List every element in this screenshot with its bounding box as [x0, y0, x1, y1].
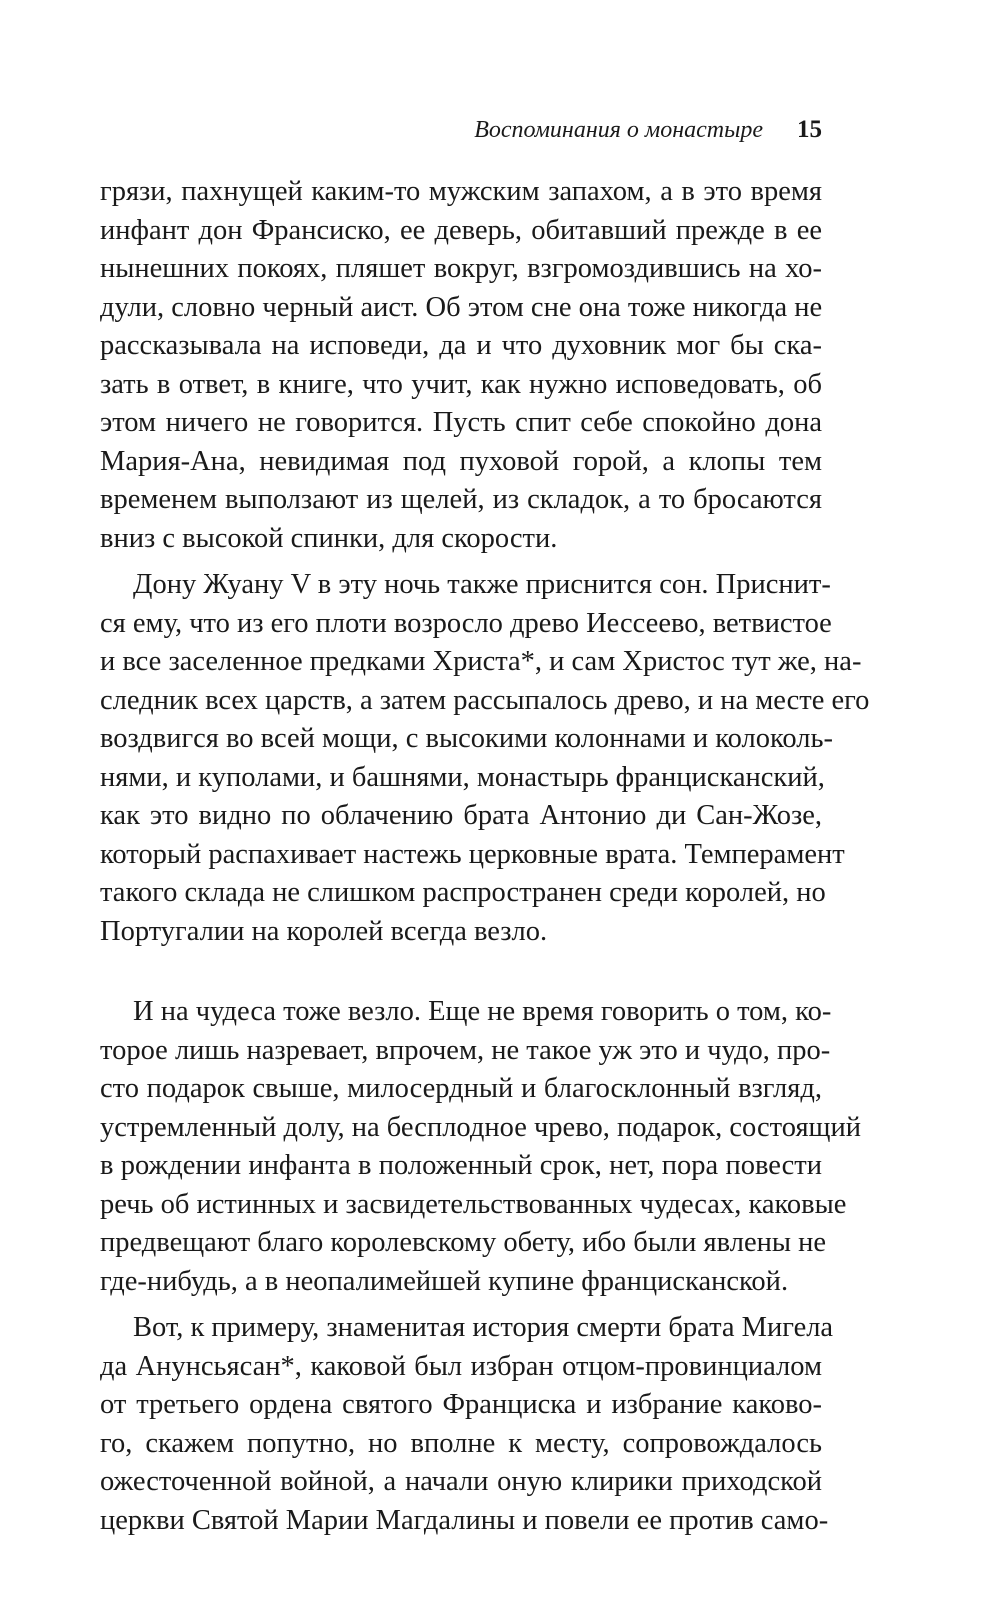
text-line: предвещают благо королевскому обету, ибо были явлены не — [100, 1227, 827, 1258]
text-line: устремленный долу, на бесплодное чрево, подарок, состоящий — [100, 1111, 861, 1143]
text-line: этом ничего не говорится. Пусть спит себе спокойно дона — [100, 407, 822, 438]
running-title: Воспоминания о монастыре — [474, 117, 763, 143]
text-line: церкви Святой Марии Магдалины и повели ее против само- — [100, 1504, 829, 1536]
text-line: нями, и куполами, и башнями, монастырь францисканский, — [100, 761, 825, 793]
text-line: вниз с высокой спинки, для скорости. — [100, 522, 558, 554]
text-line: И на чудеса тоже везло. Еще не время говорить о том, ко- — [133, 996, 832, 1027]
text-line: который распахивает настежь церковные врата. Темперамент — [100, 838, 845, 870]
text-line: инфант дон Франсиско, ее деверь, обитавший прежде в ее — [100, 214, 822, 246]
text-line: следник всех царств, а затем рассыпалось древо, и на месте его — [100, 684, 870, 716]
text-line: ожесточенной войной, а начали оную клирики приходской — [100, 1466, 822, 1497]
text-line: и все заселенное предками Христа*, и сам Христос тут же, на- — [100, 646, 862, 677]
text-line: да Анунсьясан*, каковой был избран отцом-провинциалом — [100, 1350, 822, 1382]
text-line: временем выползают из щелей, из складок, а то бросаются — [100, 484, 822, 515]
text-line: торое лишь назревает, впрочем, не такое уж это и чудо, про- — [100, 1034, 831, 1066]
text-line: как это видно по облачению брата Антонио ди Сан-Жозе, — [100, 800, 822, 831]
text-line: дули, словно черный аист. Об этом сне она тоже никогда не — [100, 291, 823, 323]
paragraph — [100, 566, 870, 951]
text-line: Дону Жуану V в эту ночь также приснится сон. Приснит- — [133, 569, 831, 600]
text-line: го, скажем попутно, но вполне к месту, сопровождалось — [100, 1427, 822, 1459]
section-break — [100, 959, 822, 993]
page-number: 15 — [797, 116, 822, 143]
text-line: от третьего ордена святого Франциска и избрание каково- — [100, 1389, 822, 1420]
text-line: воздвигся во всей мощи, с высокими колоннами и колоколь- — [100, 723, 833, 754]
text-line: где-нибудь, а в неопалимейшей купине францисканской. — [100, 1265, 789, 1297]
running-head — [100, 116, 822, 152]
text-line: зать в ответ, в книге, что учит, как нужно исповедовать, об — [100, 368, 822, 400]
text-line: Португалии на королей всегда везло. — [100, 915, 548, 947]
text-line: такого склада не слишком распространен среди королей, но — [100, 877, 826, 908]
text-line: рассказывала на исповеди, да и что духовник мог бы ска- — [100, 330, 822, 361]
text-line: Мария-Ана, невидимая под пуховой горой, а клопы тем — [100, 445, 822, 477]
paragraph — [100, 173, 822, 558]
text-line: ся ему, что из его плоти возросло древо Иессеево, ветвистое — [100, 607, 832, 639]
text-line: нынешних покоях, пляшет вокруг, взгромоздившись на хо- — [100, 253, 822, 284]
body-text — [100, 173, 870, 1548]
paragraph — [100, 993, 861, 1301]
text-line: грязи, пахнущей каким-то мужским запахом, а в это время — [100, 176, 822, 207]
text-line: речь об истинных и засвидетельствованных чудесах, каковые — [100, 1188, 847, 1220]
text-line: Вот, к примеру, знаменитая история смерти брата Мигела — [133, 1312, 834, 1343]
paragraph — [100, 1309, 834, 1540]
text-line: сто подарок свыше, милосердный и благосклонный взгляд, — [100, 1073, 822, 1104]
text-line: в рождении инфанта в положенный срок, нет, пора повести — [100, 1150, 822, 1181]
